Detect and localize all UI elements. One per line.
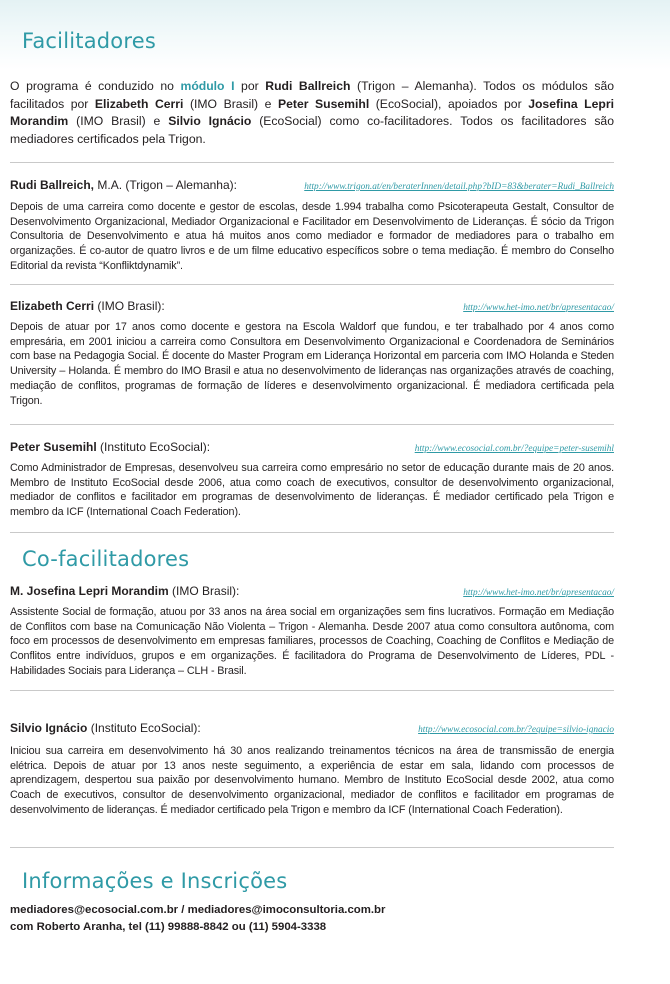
bio-text: Assistente Social de formação, atuou por 33 anos na área social em organizações sem fins lucrativos. Formação em Mediação de Conflitos com base na Comunicação Não Violenta – Trigon - Alemanha. Desde 2007 atua como consultora autônoma, com foco em processos de desenvolvimento em empresas familiares, processos de Coaching, Coaching de Conflitos e Mediação de Conflitos entre indivíduos, grupos e em organizações. É facilitadora do Programa de Desenvolvimento de Líderes, PDL - Habilidades Sociais para Liderança – CLH - Brasil. — [10, 606, 614, 677]
divider — [10, 162, 614, 163]
person-name: Rudi Ballreich, — [10, 178, 95, 192]
bio-heading — [10, 584, 239, 598]
person-affiliation: (Instituto EcoSocial): — [87, 721, 201, 735]
section-title-informacoes: Informações e Inscrições — [22, 869, 288, 893]
bio-text: Como Administrador de Empresas, desenvolveu sua carreira como empresário no setor de educação durante mais de 20 anos. Membro de Instituto EcoSocial desde 2006, atua como coach de executivos, consultor de desenvolvimento organizacional, mediador de conflitos e facilitador em programas de desenvolvimento de lideranças. É mediador certificado pela Trigon e membro da ICF (International Coach Federation). — [10, 462, 614, 519]
section-title-cofacilitadores: Co-facilitadores — [22, 547, 190, 571]
person-affiliation: (IMO Brasil): — [168, 584, 240, 598]
person-affiliation: M.A. (Trigon – Alemanha): — [94, 178, 237, 192]
contact-emails[interactable]: mediadores@ecosocial.com.br / mediadores@imoconsultoria.com.br — [10, 904, 386, 916]
bio-heading — [10, 440, 210, 454]
bio-peter-susemihl — [10, 440, 614, 520]
module-highlight: módulo I — [180, 79, 235, 93]
bio-elizabeth-cerri — [10, 299, 614, 408]
divider — [10, 284, 614, 285]
divider — [10, 690, 614, 691]
person-affiliation: (IMO Brasil): — [94, 299, 165, 313]
person-affiliation: (Instituto EcoSocial): — [96, 440, 211, 454]
bio-heading — [10, 178, 237, 192]
contact-block — [10, 902, 614, 936]
person-name: Peter Susemihl — [10, 440, 97, 454]
divider — [10, 532, 614, 533]
divider — [10, 424, 614, 425]
profile-link[interactable]: http://www.trigon.at/en/beraterInnen/detail.php?bID=83&berater=Rudi_Ballreich — [304, 182, 614, 192]
profile-link[interactable]: http://www.het-imo.net/br/apresentacao/ — [463, 303, 614, 313]
person-name: Elizabeth Cerri — [10, 299, 95, 313]
profile-link[interactable]: http://www.ecosocial.com.br/?equipe=silvio-ignacio — [418, 725, 614, 735]
bio-silvio-ignacio — [10, 721, 614, 818]
person-name: Silvio Ignácio — [10, 721, 88, 735]
profile-link[interactable]: http://www.het-imo.net/br/apresentacao/ — [463, 588, 614, 598]
bio-heading — [10, 299, 165, 313]
person-name: M. Josefina Lepri Morandim — [10, 584, 169, 598]
profile-link[interactable]: http://www.ecosocial.com.br/?equipe=peter-susemihl — [414, 444, 614, 454]
bio-josefina-lepri-morandim — [10, 584, 614, 679]
bio-text: Iniciou sua carreira em desenvolvimento há 30 anos realizando treinamentos técnicos na área de transmissão de energia elétrica. Depois de atuar por 13 anos neste seguimento, a experiência de estar em sala, lidando com processos de aprendizagem, despertou sua paixão por desenvolvimento humano. Membro de Instituto EcoSocial desde 2002, atua como Coach de executivos, consultor de desenvolvimento organizacional, mediador de conflitos e facilitador em programas de desenvolvimento de lideranças. É mediador certificado pela Trigon e membro da ICF (International Coach Federation). — [10, 745, 614, 816]
section-title-facilitadores: Facilitadores — [22, 29, 156, 53]
bio-heading — [10, 721, 201, 735]
divider — [10, 847, 614, 848]
bio-text: Depois de uma carreira como docente e gestor de escolas, desde 1.994 trabalha como Psicoterapeuta Gestalt, Consultor de Desenvolvimento Organizacional, Mediador Organizacional e Facilitador em Desenvolvimento de Lideranças. É sócio da Trigon Consultoria de Desenvolvimento e atua há muitos anos como mediador e formador de mediadores para o trabalho em organizações. É co-autor de quatro livros e de um filme educativo específicos sobre o tema mediação. É membro do Conselho Editorial da revista “Konfliktdynamik”. — [10, 201, 614, 272]
bio-text: Depois de atuar por 17 anos como docente e gestora na Escola Waldorf que fundou, e ter trabalhado por 4 anos como empresária, em 2001 iniciou a carreira como Consultora em Desenvolvimento Organizacional e Coordenadora de Seminários com base na Pedagogia Social. É docente do Master Program em Liderança Horizontal em parceria com IMO Holanda e Steden University – Holanda. É membro do IMO Brasil e atua no desenvolvimento de lideranças nas organizações através de coaching, mediação de conflitos, programas de formação de líderes e desenvolvimento organizacional. É mediadora certificada pela Trigon. — [10, 321, 614, 407]
contact-phone: com Roberto Aranha, tel (11) 99888-8842 ou (11) 5904-3338 — [10, 921, 327, 933]
intro-paragraph: O programa é conduzido no módulo I por Rudi Ballreich (Trigon – Alemanha). Todos os módulos são facilitados por Elizabeth Cerri (IMO Brasil) e Peter Susemihl (EcoSocial), apoiados por Josefina Lepri Morandim (IMO Brasil) e Silvio Ignácio (EcoSocial) como co-facilitadores. Todos os facilitadores são mediadores certificados pela Trigon. — [10, 79, 615, 146]
bio-rudi-ballreich — [10, 178, 614, 274]
